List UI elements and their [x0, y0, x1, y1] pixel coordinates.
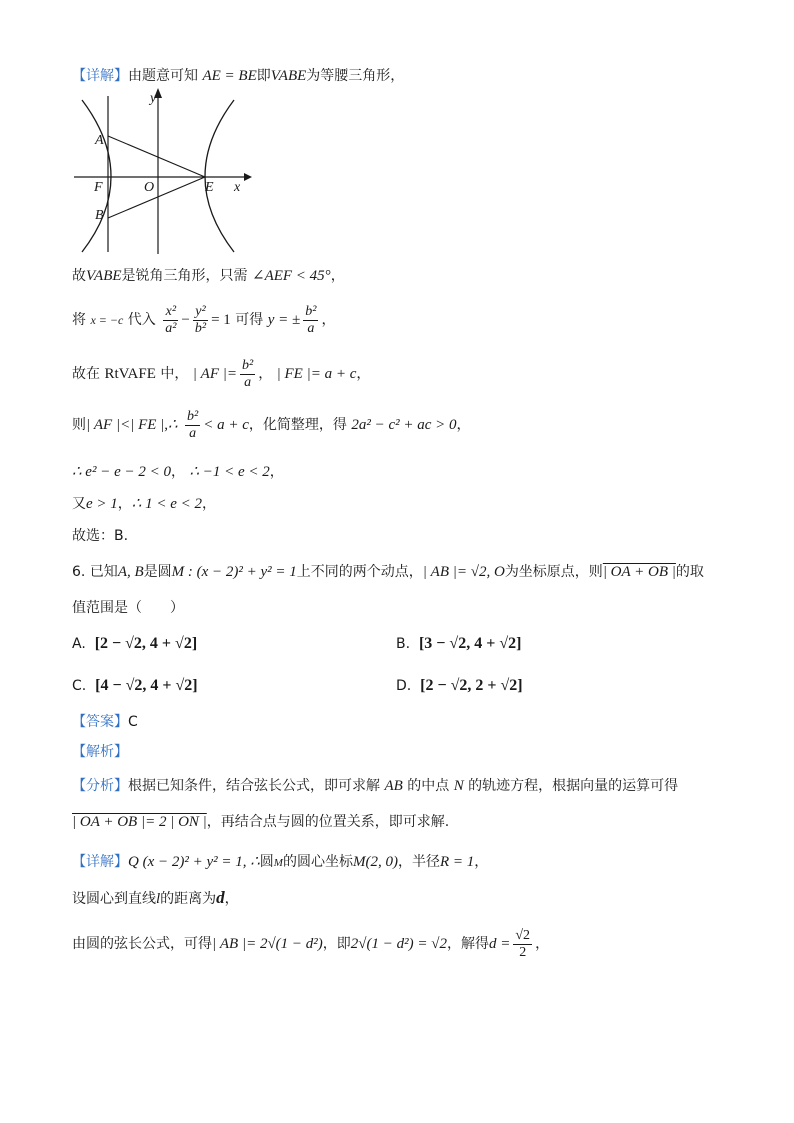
text: 故在 [72, 366, 100, 382]
text: 将 [72, 312, 86, 328]
answer-tag: 【答案】 [72, 714, 128, 730]
text: 的中点 [407, 778, 450, 794]
text: 已知 [89, 564, 118, 580]
text: 的圆心坐标 [282, 854, 353, 870]
math: x = −c [90, 313, 124, 327]
math: | AF |<| FE |,∴ [86, 417, 178, 433]
text: 代入 [127, 312, 156, 328]
math: | AB |= √2, O [422, 564, 505, 580]
question-number: 6. [72, 564, 86, 580]
math: A, B [117, 564, 144, 580]
detail2-line-1 [72, 852, 488, 873]
analysis-tag: 【解析】 [72, 744, 128, 760]
text: 是圆 [143, 564, 172, 580]
math: VABE [86, 268, 122, 284]
text: 上不同的两个动点， [296, 564, 423, 580]
text: 由题意可知 [128, 68, 198, 84]
point-O-label: O [144, 180, 155, 195]
text: ， [170, 464, 185, 480]
text: 即 [256, 68, 271, 84]
math: ∴ −1 < e < 2 [189, 464, 270, 480]
segment-AE [108, 136, 205, 177]
option-letter: B. [396, 636, 411, 652]
numerator: b² [241, 357, 254, 373]
point-B-label: B [95, 208, 104, 223]
math: ∴ e² − e − 2 < 0 [72, 464, 171, 480]
text: ， [117, 496, 132, 512]
option-value: [2 − √2, 4 + √2] [94, 635, 198, 652]
denominator: a [307, 320, 315, 336]
text: 的取 [675, 564, 704, 580]
question-6-line-1 [72, 562, 704, 582]
math: e > 1 [86, 496, 118, 512]
fraction [163, 304, 178, 337]
text: ， [321, 312, 336, 328]
math: R = 1 [439, 854, 475, 870]
text: 根据已知条件，结合弦长公式，即可求解 [128, 778, 380, 794]
math: | OA + OB |= 2 | ON | [72, 814, 207, 830]
math: N [453, 778, 464, 794]
denominator: a [189, 425, 197, 441]
y-label: y [150, 91, 157, 106]
numerator: y² [193, 304, 208, 321]
text: ， [474, 854, 489, 870]
math: M(2, 0) [352, 854, 398, 870]
text: 设圆心到直线 [72, 891, 156, 907]
x-axis-arrow [244, 173, 252, 181]
detail-line-3 [72, 302, 335, 338]
text: 可得 [235, 312, 264, 328]
math: AE = BE [202, 68, 257, 84]
math: M [273, 857, 283, 869]
detail-line-6 [72, 462, 284, 482]
detail-line-5 [72, 406, 471, 444]
analysis-line [72, 742, 128, 762]
text: ， [535, 936, 550, 952]
math: RtVAFE [104, 366, 156, 382]
text: ， [456, 417, 471, 433]
text: 值范围是（ ） [72, 600, 184, 616]
denominator: 2 [519, 944, 527, 960]
math: 2a² − c² + ac > 0 [351, 417, 457, 433]
text: ， [258, 366, 273, 382]
denominator: a [244, 374, 252, 390]
option-c[interactable] [72, 676, 198, 696]
answer-line [72, 712, 138, 732]
numerator: b² [305, 303, 317, 319]
point-F-label: F [94, 180, 103, 195]
option-value: [3 − √2, 4 + √2] [418, 635, 522, 652]
question-6-line-2 [72, 598, 184, 618]
option-d[interactable] [396, 676, 523, 696]
numerator: b² [187, 408, 199, 424]
denominator: b² [194, 320, 207, 336]
text: ， [330, 268, 345, 284]
text: ，半径 [397, 854, 440, 870]
math: AB [384, 778, 403, 794]
math: − [181, 312, 190, 328]
text: 由圆的弦长公式，可得 [72, 936, 212, 952]
option-a[interactable] [72, 634, 197, 654]
math: y = ± [267, 312, 301, 328]
denominator: a² [165, 320, 177, 336]
math: ∠AEF < 45° [252, 268, 331, 284]
text: 是锐角三角形，只需 [121, 268, 248, 284]
text: ，解得 [447, 936, 489, 952]
choose-answer-line [72, 526, 128, 546]
text: 故选：B. [72, 528, 129, 544]
math: 2√(1 − d²) = √2 [350, 936, 447, 952]
math: l [156, 891, 161, 907]
math: d = [489, 936, 511, 952]
numerator: x² [163, 304, 178, 321]
detail-tag: 【详解】 [72, 854, 128, 870]
option-letter: D. [396, 678, 412, 694]
text: ，即 [322, 936, 351, 952]
text: ， [269, 464, 284, 480]
fenxi-line-1 [72, 776, 678, 796]
math: VABE [270, 68, 307, 84]
option-letter: C. [72, 678, 87, 694]
text: 又 [72, 496, 86, 512]
detail-line-7 [72, 494, 216, 514]
numerator: √2 [515, 927, 531, 943]
text: 圆 [259, 854, 274, 870]
math: | AF |= [192, 366, 237, 382]
math: Q (x − 2)² + y² = 1, ∴ [128, 854, 260, 870]
hyperbola-figure [72, 88, 252, 256]
text: 为等腰三角形， [306, 68, 405, 84]
hyperbola-right-branch [205, 100, 234, 252]
text: 的轨迹方程，根据向量的运算可得 [468, 778, 679, 794]
math: | OA + OB | [602, 564, 676, 580]
point-E-label: E [205, 180, 214, 195]
text: ，化简整理，得 [248, 417, 347, 433]
option-b[interactable] [396, 634, 521, 654]
fraction [513, 928, 532, 961]
option-value: [2 − √2, 2 + √2] [420, 677, 523, 694]
math: < a + c [203, 417, 249, 433]
text: ，再结合点与圆的位置关系，即可求解. [206, 814, 450, 830]
option-value: [4 − √2, 4 + √2] [95, 677, 198, 694]
fraction [185, 409, 200, 442]
text: 为坐标原点，则 [504, 564, 603, 580]
hyperbola-left-branch [82, 100, 111, 252]
math: = 1 [211, 312, 231, 328]
math: M : (x − 2)² + y² = 1 [171, 564, 297, 580]
detail-line-1 [72, 66, 404, 86]
detail2-line-2 [72, 888, 239, 909]
fenxi-tag: 【分析】 [72, 778, 128, 794]
math: ∴ 1 < e < 2 [131, 496, 202, 512]
fraction [193, 304, 208, 337]
text: ， [201, 496, 216, 512]
text: ， [224, 891, 239, 907]
text: 的距离为 [160, 891, 217, 907]
fraction [240, 358, 255, 391]
text: 中， [160, 366, 189, 382]
text: 则 [72, 417, 86, 433]
fraction [303, 304, 318, 337]
math: d [216, 888, 225, 907]
math: | AB |= 2√(1 − d²) [212, 936, 323, 952]
option-letter: A. [72, 636, 86, 652]
segment-BE [108, 177, 205, 218]
detail-line-4 [72, 356, 370, 392]
x-label: x [234, 180, 241, 195]
text: 故 [72, 268, 86, 284]
detail-line-2 [72, 266, 345, 286]
fenxi-line-2 [72, 812, 449, 832]
point-A-label: A [95, 133, 104, 148]
text: ， [356, 366, 371, 382]
detail2-line-3 [72, 924, 549, 964]
answer-value: C [128, 714, 138, 730]
math: | FE |= a + c [276, 366, 357, 382]
detail-tag: 【详解】 [72, 68, 128, 84]
